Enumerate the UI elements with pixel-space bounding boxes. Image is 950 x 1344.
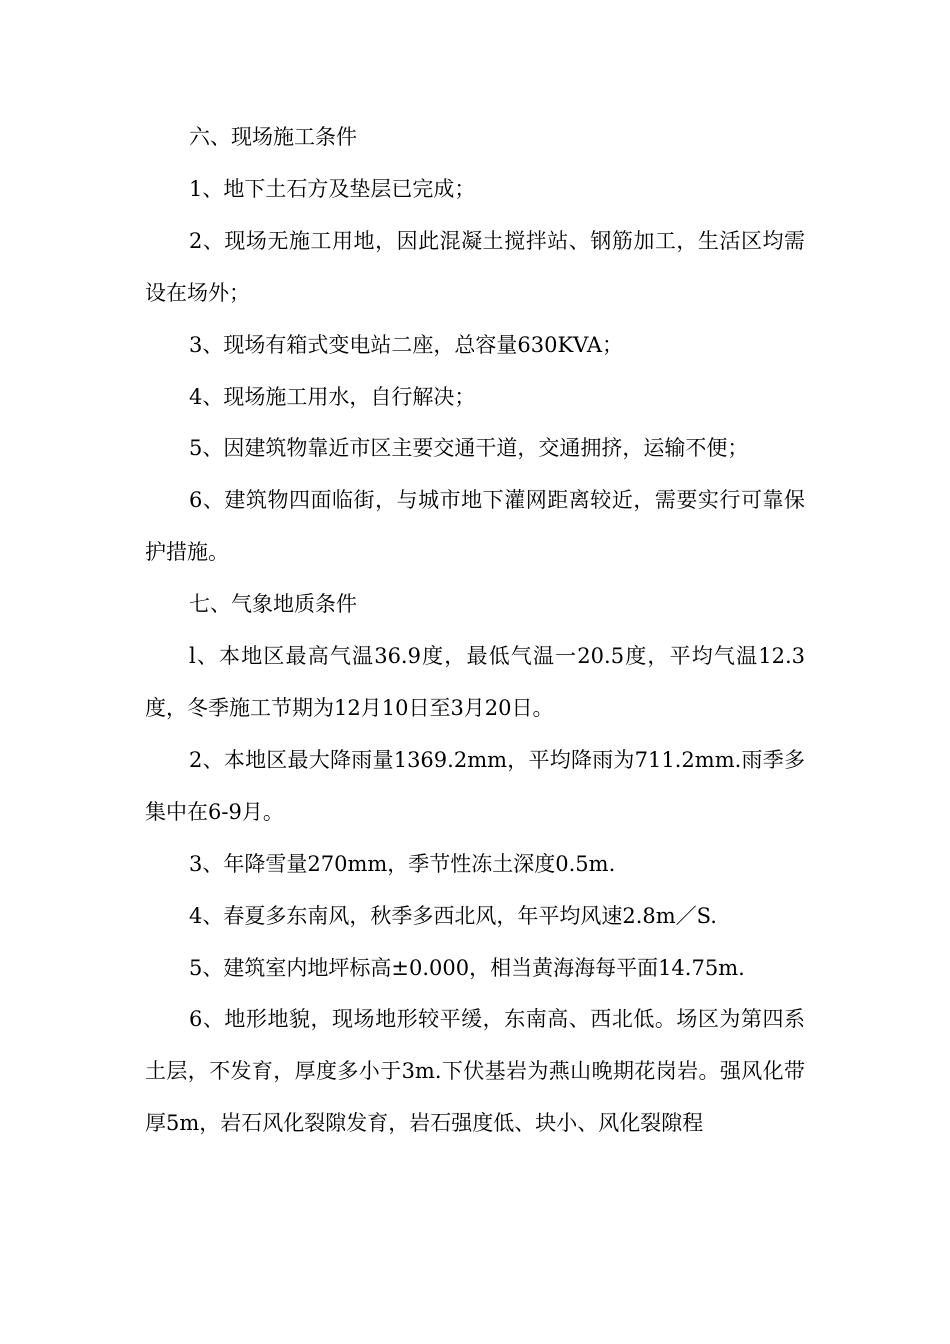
section-heading-weather-geology: 七、气象地质条件	[189, 592, 357, 617]
paragraph: 5、建筑室内地坪标高±0.000，相当黄海海每平面14.75m.	[189, 955, 745, 980]
paragraph: 2、本地区最大降雨量1369.2mm，平均降雨为711.2mm.雨季多集中在6-9月。	[145, 747, 805, 824]
paragraph: 6、地形地貌，现场地形较平缓，东南高、西北低。场区为第四系土层，不发育，厚度多小于3m.下伏基岩为燕山晚期花岗岩。强风化带厚5m，岩石风化裂隙发育，岩石强度低、块小、风化裂隙程	[145, 1007, 805, 1136]
paragraph: 4、春夏多东南风，秋季多西北风，年平均风速2.8m／S.	[189, 903, 717, 928]
document-body	[145, 112, 805, 1150]
paragraph: 3、年降雪量270mm，季节性冻土深度0.5m.	[189, 851, 616, 876]
paragraph: 1、地下土石方及垫层已完成；	[189, 176, 476, 201]
paragraph: 4、现场施工用水，自行解决；	[189, 384, 476, 409]
paragraph: 6、建筑物四面临街，与城市地下灌网距离较近，需要实行可靠保护措施。	[145, 488, 805, 565]
paragraph: 2、现场无施工用地，因此混凝土搅拌站、钢筋加工，生活区均需设在场外；	[145, 228, 805, 305]
paragraph: 3、现场有箱式变电站二座，总容量630KVA；	[189, 332, 624, 357]
section-heading-site-conditions: 六、现场施工条件	[189, 125, 357, 149]
paragraph: l、本地区最高气温36.9度，最低气温一20.5度，平均气温12.3度，冬季施工节期为12月10日至3月20日。	[145, 644, 805, 720]
paragraph: 5、因建筑物靠近市区主要交通干道，交通拥挤，运输不便；	[189, 436, 749, 461]
